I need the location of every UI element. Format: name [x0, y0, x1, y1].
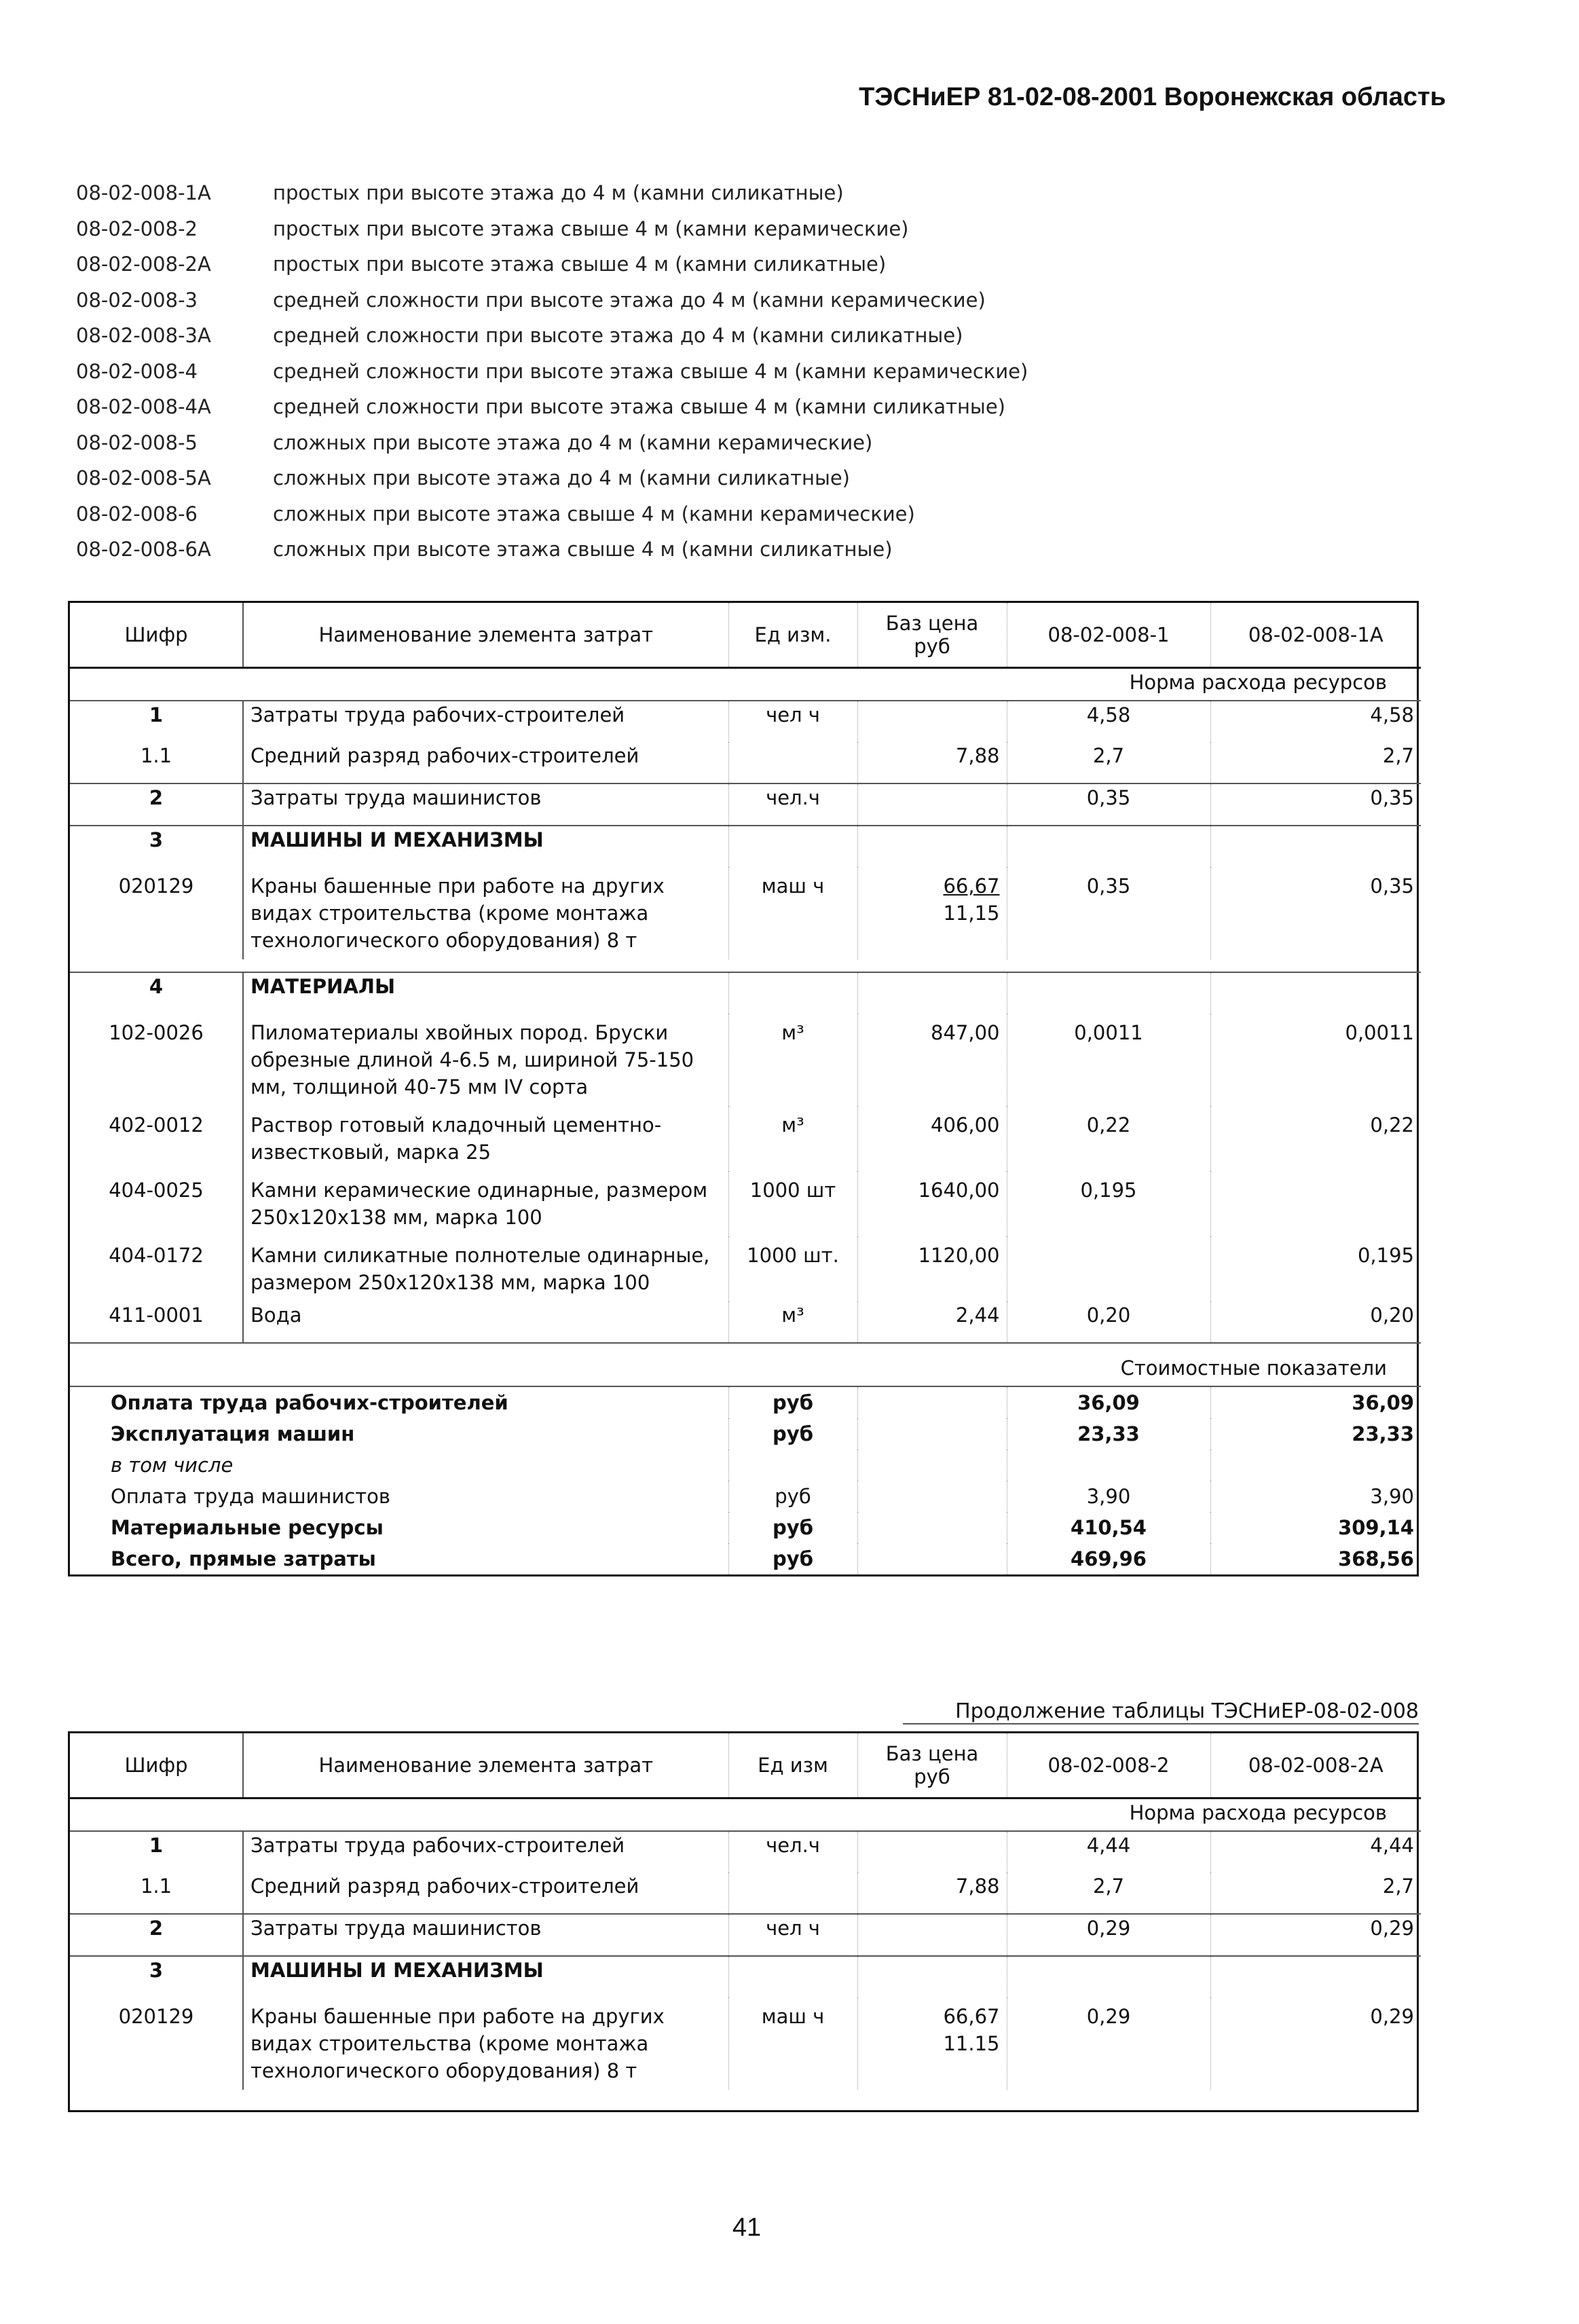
code-description: средней сложности при высоте этажа свыше 4 м (камни керамические) [273, 359, 1028, 383]
total-value-a: 410,54 [1007, 1512, 1210, 1543]
total-name: в том числе [111, 1454, 234, 1477]
row-code: 3 [70, 826, 243, 867]
table-row [70, 1236, 1421, 1302]
code-description: средней сложности при высоте этажа до 4 м (камни силикатные) [273, 324, 963, 348]
row-value-a: 0,22 [1007, 1106, 1210, 1171]
row-price [857, 1914, 1007, 1956]
row-price: 1640,00 [857, 1171, 1007, 1236]
total-value-a: 3,90 [1007, 1481, 1210, 1512]
row-value-b: 4,44 [1210, 1831, 1421, 1873]
list-item [76, 318, 1230, 354]
row-value-b: 0,20 [1210, 1302, 1421, 1343]
total-value-b: 3,90 [1210, 1481, 1421, 1512]
list-item [76, 211, 1230, 247]
table-header-row [70, 603, 1421, 668]
row-price [857, 867, 1007, 959]
total-price [857, 1450, 1007, 1481]
row-name: Затраты труда машинистов [243, 1914, 728, 1956]
row-unit [728, 1873, 857, 1914]
code: 08-02-008-6А [76, 538, 211, 561]
row-price: 7,88 [857, 742, 1007, 783]
row-value-b: 4,58 [1210, 701, 1421, 742]
code-description: простых при высоте этажа свыше 4 м (камни силикатные) [273, 253, 887, 276]
cost-label: Стоимостные показатели [70, 1343, 1421, 1386]
page-number: 41 [732, 2213, 762, 2242]
section-header [70, 668, 1421, 701]
row-price: 1120,00 [857, 1236, 1007, 1302]
totals-row [70, 1481, 1421, 1512]
row-value-b: 0,29 [1210, 1914, 1421, 1956]
row-price [857, 701, 1007, 742]
row-value-b [1210, 826, 1421, 867]
row-code: 020129 [118, 2005, 194, 2028]
total-value-b: 23,33 [1210, 1418, 1421, 1450]
col-header-code: Шифр [124, 1754, 188, 1777]
row-name: Раствор готовый кладочный цементно-известковый, марка 25 [243, 1106, 728, 1171]
row-name: Затраты труда машинистов [243, 783, 728, 826]
code-description: простых при высоте этажа свыше 4 м (камни керамические) [273, 217, 909, 240]
list-item [76, 496, 1230, 532]
code-description: сложных при высоте этажа свыше 4 м (камни керамические) [273, 502, 915, 525]
table-row [70, 1106, 1421, 1171]
col-header-variant-a: 08-02-008-2 [1007, 1733, 1210, 1799]
table-row [70, 1873, 1421, 1914]
total-value-b [1210, 1450, 1421, 1481]
row-unit: маш ч [728, 1997, 857, 2090]
row-code: 404-0025 [109, 1179, 204, 1202]
total-unit [728, 1450, 857, 1481]
row-value-a: 0,35 [1007, 783, 1210, 826]
table-header-row [70, 1733, 1421, 1799]
code: 08-02-008-5А [76, 466, 211, 490]
row-value-a [1007, 826, 1210, 867]
row-price [857, 826, 1007, 867]
norm-label: Норма расхода ресурсов [1129, 1801, 1387, 1824]
row-unit: чел.ч [728, 1831, 857, 1873]
code-description: простых при высоте этажа до 4 м (камни силикатные) [273, 181, 844, 205]
list-item [76, 389, 1230, 425]
row-name: Краны башенные при работе на других видах строительства (кроме монтажа технологического оборудования) 8 т [243, 1997, 728, 2090]
list-item [76, 460, 1230, 496]
row-value-a: 4,44 [1007, 1831, 1210, 1873]
resource-table-2 [68, 1731, 1419, 2112]
row-name: Затраты труда рабочих-строителей [243, 701, 728, 742]
row-price [857, 1956, 1007, 1997]
col-header-variant-b: 08-02-008-2А [1210, 1733, 1421, 1799]
col-header-name: Наименование элемента затрат [243, 1733, 728, 1799]
row-value-a: 0,0011 [1007, 1014, 1210, 1106]
totals-row [70, 1543, 1421, 1574]
table-row [70, 1831, 1421, 1873]
row-price [857, 1831, 1007, 1873]
code-description: сложных при высоте этажа до 4 м (камни силикатные) [273, 466, 850, 490]
code: 08-02-008-5 [76, 430, 198, 454]
row-value-b: 0,22 [1210, 1106, 1421, 1171]
total-value-b: 36,09 [1210, 1386, 1421, 1418]
total-price [857, 1418, 1007, 1450]
col-header-unit: Ед изм. [728, 603, 857, 668]
table-row [70, 1302, 1421, 1343]
price-primary: 66,67 [943, 2005, 1000, 2028]
price-secondary: 11,15 [943, 902, 1000, 925]
code: 08-02-008-6 [76, 502, 198, 525]
row-name: МАШИНЫ И МЕХАНИЗМЫ [243, 826, 728, 867]
row-value-a: 0,195 [1007, 1171, 1210, 1236]
col-header-price: Баз цена руб [857, 1733, 1007, 1799]
row-code: 2 [70, 1914, 243, 1956]
total-value-a: 36,09 [1007, 1386, 1210, 1418]
col-header-price: Баз цена руб [857, 603, 1007, 668]
code-description: средней сложности при высоте этажа до 4 м (камни керамические) [273, 288, 986, 312]
total-value-a [1007, 1450, 1210, 1481]
row-code: 2 [70, 783, 243, 826]
total-value-b: 368,56 [1210, 1543, 1421, 1574]
row-value-a: 2,7 [1007, 742, 1210, 783]
row-value-b: 2,7 [1210, 742, 1421, 783]
row-unit [728, 972, 857, 1014]
list-item [76, 175, 1230, 211]
total-name: Оплата труда машинистов [111, 1485, 390, 1508]
list-item [76, 425, 1230, 461]
row-value-b [1210, 1171, 1421, 1236]
total-name: Всего, прямые затраты [111, 1547, 376, 1570]
row-code: 020129 [118, 874, 194, 898]
row-unit: м³ [728, 1106, 857, 1171]
document-title: ТЭСНиЕР 81-02-08-2001 Воронежская область [859, 83, 1446, 111]
row-price: 406,00 [857, 1106, 1007, 1171]
price-primary: 66,67 [943, 874, 1000, 898]
code: 08-02-008-2 [76, 217, 198, 240]
row-name: Камни керамические одинарные, размером 250x120x138 мм, марка 100 [243, 1171, 728, 1236]
totals-row [70, 1512, 1421, 1543]
row-value-a [1007, 1956, 1210, 1997]
code: 08-02-008-2А [76, 253, 211, 276]
row-price: 847,00 [857, 1014, 1007, 1106]
row-value-a: 0,35 [1007, 867, 1210, 959]
row-value-a [1007, 972, 1210, 1014]
row-unit: м³ [728, 1302, 857, 1343]
col-header-name: Наименование элемента затрат [243, 603, 728, 668]
table-row [70, 826, 1421, 867]
norm-label: Норма расхода ресурсов [1129, 671, 1387, 694]
table-row [70, 1997, 1421, 2090]
row-name: МАТЕРИАЛЫ [243, 972, 728, 1014]
row-name: Затраты труда рабочих-строителей [243, 1831, 728, 1873]
row-price [857, 972, 1007, 1014]
table-row [70, 1171, 1421, 1236]
table-row [70, 701, 1421, 742]
row-code: 1 [70, 1831, 243, 1873]
row-code: 1.1 [140, 1875, 172, 1898]
code-list [76, 175, 1230, 568]
total-price [857, 1543, 1007, 1574]
row-unit: 1000 шт [728, 1171, 857, 1236]
row-unit [728, 742, 857, 783]
list-item [76, 246, 1230, 282]
row-value-b [1210, 1956, 1421, 1997]
table-row [70, 1914, 1421, 1956]
section-header [70, 1343, 1421, 1386]
total-price [857, 1512, 1007, 1543]
table-row [70, 867, 1421, 959]
row-price: 2,44 [857, 1302, 1007, 1343]
row-code: 404-0172 [109, 1244, 204, 1267]
row-value-b: 2,7 [1210, 1873, 1421, 1914]
row-name: Пиломатериалы хвойных пород. Бруски обрезные длиной 4-6.5 м, шириной 75-150 мм, толщиной 40-75 мм IV сорта [243, 1014, 728, 1106]
code: 08-02-008-3А [76, 324, 211, 348]
total-unit: руб [728, 1418, 857, 1450]
total-unit: руб [728, 1512, 857, 1543]
row-price [857, 783, 1007, 826]
row-price [857, 1997, 1007, 2090]
row-name: Средний разряд рабочих-строителей [243, 742, 728, 783]
row-code: 4 [70, 972, 243, 1014]
col-header-variant-a: 08-02-008-1 [1007, 603, 1210, 668]
row-code: 1 [70, 701, 243, 742]
row-code: 3 [70, 1956, 243, 1997]
list-item [76, 354, 1230, 390]
totals-row [70, 1386, 1421, 1418]
row-value-b [1210, 972, 1421, 1014]
row-value-a: 4,58 [1007, 701, 1210, 742]
row-unit [728, 826, 857, 867]
col-header-variant-b: 08-02-008-1А [1210, 603, 1421, 668]
total-value-a: 23,33 [1007, 1418, 1210, 1450]
code: 08-02-008-3 [76, 288, 198, 312]
row-value-a [1007, 1236, 1210, 1302]
total-name: Эксплуатация машин [111, 1422, 355, 1445]
table-row [70, 972, 1421, 1014]
code: 08-02-008-1А [76, 181, 211, 205]
row-unit: 1000 шт. [728, 1236, 857, 1302]
section-header [70, 1799, 1421, 1832]
list-item [76, 532, 1230, 568]
table-row [70, 742, 1421, 783]
total-price [857, 1386, 1007, 1418]
total-unit: руб [728, 1386, 857, 1418]
total-unit: руб [728, 1481, 857, 1512]
row-code: 402-0012 [109, 1113, 204, 1137]
totals-row [70, 1418, 1421, 1450]
row-value-a: 0,29 [1007, 1914, 1210, 1956]
table-row [70, 1014, 1421, 1106]
code-description: средней сложности при высоте этажа свыше 4 м (камни силикатные) [273, 395, 1005, 419]
row-value-b: 0,195 [1210, 1236, 1421, 1302]
total-name: Материальные ресурсы [111, 1516, 384, 1539]
row-code: 102-0026 [109, 1021, 204, 1044]
col-header-unit: Ед изм [728, 1733, 857, 1799]
row-unit: маш ч [728, 867, 857, 959]
total-name: Оплата труда рабочих-строителей [70, 1386, 728, 1418]
row-unit: чел ч [728, 1914, 857, 1956]
row-value-b: 0,35 [1210, 867, 1421, 959]
row-name: Вода [243, 1302, 728, 1343]
continuation-title: Продолжение таблицы ТЭСНиЕР-08-02-008 [903, 1699, 1419, 1724]
table-row [70, 783, 1421, 826]
total-value-b: 309,14 [1210, 1512, 1421, 1543]
row-unit: чел.ч [728, 783, 857, 826]
code-description: сложных при высоте этажа свыше 4 м (камни силикатные) [273, 538, 893, 561]
row-value-b: 0,29 [1210, 1997, 1421, 2090]
code-description: сложных при высоте этажа до 4 м (камни керамические) [273, 430, 873, 454]
row-price: 7,88 [857, 1873, 1007, 1914]
row-name: МАШИНЫ И МЕХАНИЗМЫ [243, 1956, 728, 1997]
row-unit [728, 1956, 857, 1997]
table-row [70, 1956, 1421, 1997]
row-unit: м³ [728, 1014, 857, 1106]
row-name: Камни силикатные полнотелые одинарные, размером 250x120x138 мм, марка 100 [243, 1236, 728, 1302]
resource-table-1 [68, 601, 1419, 1576]
price-secondary: 11.15 [943, 2032, 1000, 2055]
list-item [76, 282, 1230, 318]
code: 08-02-008-4А [76, 395, 211, 419]
row-value-b: 0,0011 [1210, 1014, 1421, 1106]
total-price [857, 1481, 1007, 1512]
row-value-a: 2,7 [1007, 1873, 1210, 1914]
row-value-b: 0,35 [1210, 783, 1421, 826]
code: 08-02-008-4 [76, 359, 198, 383]
row-unit: чел ч [728, 701, 857, 742]
row-code: 1.1 [140, 744, 172, 767]
total-unit: руб [728, 1543, 857, 1574]
row-value-a: 0,29 [1007, 1997, 1210, 2090]
col-header-code: Шифр [124, 623, 188, 646]
row-name: Средний разряд рабочих-строителей [243, 1873, 728, 1914]
totals-row [70, 1450, 1421, 1481]
total-value-a: 469,96 [1007, 1543, 1210, 1574]
row-name: Краны башенные при работе на других видах строительства (кроме монтажа технологического оборудования) 8 т [243, 867, 728, 959]
row-code: 411-0001 [109, 1304, 204, 1327]
row-value-a: 0,20 [1007, 1302, 1210, 1343]
